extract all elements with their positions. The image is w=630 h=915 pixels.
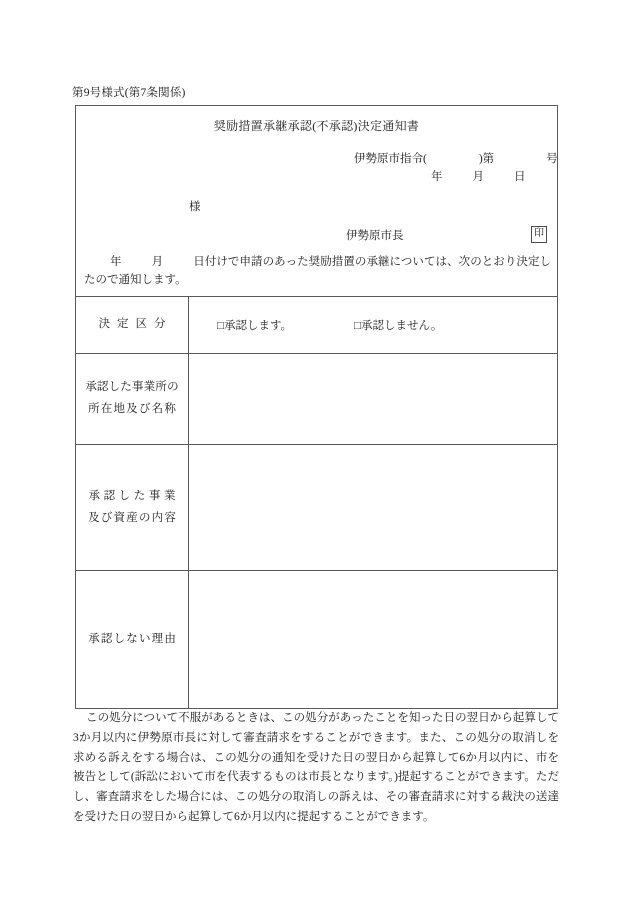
checkbox-approve[interactable] [217, 317, 292, 333]
row-label-line: 所在地及び名称 [88, 403, 178, 415]
document-number-line [354, 150, 558, 166]
notification-form-table [75, 105, 558, 709]
row-label-assets [76, 445, 189, 571]
page-title: 奨励措置承継承認(不承認)決定通知書 [213, 119, 420, 133]
addressee-honorific: 様 [189, 201, 201, 213]
checkbox-approve-label: 承認します。 [223, 320, 293, 332]
form-number-label: 第9号様式(第7条関係) [72, 87, 186, 99]
table-row-assets [76, 445, 558, 571]
row-value-office[interactable] [189, 354, 558, 445]
seal-stamp-box: 印 [531, 226, 547, 243]
label-inner [76, 445, 188, 570]
table-row-office [76, 354, 558, 445]
row-label-office [76, 354, 189, 445]
table-row-reason [76, 571, 558, 709]
header-row [76, 106, 558, 297]
table-row-decision [76, 297, 558, 354]
document-number-prefix: 伊勢原市指令( [354, 153, 427, 165]
row-value-decision [189, 297, 558, 354]
row-label-line: 決定区分 [98, 318, 173, 331]
label-inner [76, 571, 188, 708]
checkbox-approve-box: □ [217, 320, 224, 332]
closing-text: この処分について不服があるときは、この処分があったことを知った日の翌日から起算して3か月以内に伊勢原市長に対して審査請求をすることができます。また、この処分の取消しを求める訴えをする場合は、この処分の通知を受けた日の翌日から起算して6か月以内に、市を被告として(訴訟において市を代表するものは市長となります。)提起することができます。ただし、審査請求をした場合には、この処分の取消しの訴えは、その審査請求に対する裁決の送達を受けた日の翌日から起算して6か月以内に提起することができます。 [73, 712, 559, 823]
label-inner [76, 354, 188, 444]
body-month: 月 [151, 256, 164, 268]
label-inner [76, 297, 188, 353]
row-label-line: 承認しない理由 [88, 632, 178, 645]
row-label-decision [76, 297, 189, 354]
issue-date-year: 年 [431, 171, 443, 183]
document-number-suffix: 号 [546, 153, 558, 165]
row-value-reason[interactable] [189, 571, 558, 709]
row-label-line: 及び資産の内容 [88, 511, 178, 524]
header-block [76, 106, 558, 297]
body-paragraph [84, 254, 551, 290]
body-year: 年 [110, 256, 122, 268]
body-main-text: 日付けで申請のあった奨励措置の承継については、次のとおり決定したので通知します。 [84, 256, 552, 286]
issue-date-line [431, 168, 526, 184]
issuer-name: 伊勢原市長 [346, 229, 404, 242]
closing-legal-notice [73, 709, 559, 828]
row-label-line: 承認した事業所の [85, 381, 179, 394]
decision-options [189, 297, 557, 353]
row-label-line: 承認した事業 [88, 489, 180, 502]
issue-date-day: 日 [514, 171, 526, 183]
row-label-reason [76, 571, 189, 709]
checkbox-reject-label: 承認しません。 [361, 320, 443, 332]
checkbox-reject-box: □ [354, 320, 361, 332]
issuer-row [346, 226, 547, 243]
row-value-assets[interactable] [189, 445, 558, 571]
issue-date-month: 月 [472, 171, 484, 183]
checkbox-reject[interactable] [354, 317, 442, 333]
document-number-mid: )第 [478, 153, 495, 165]
